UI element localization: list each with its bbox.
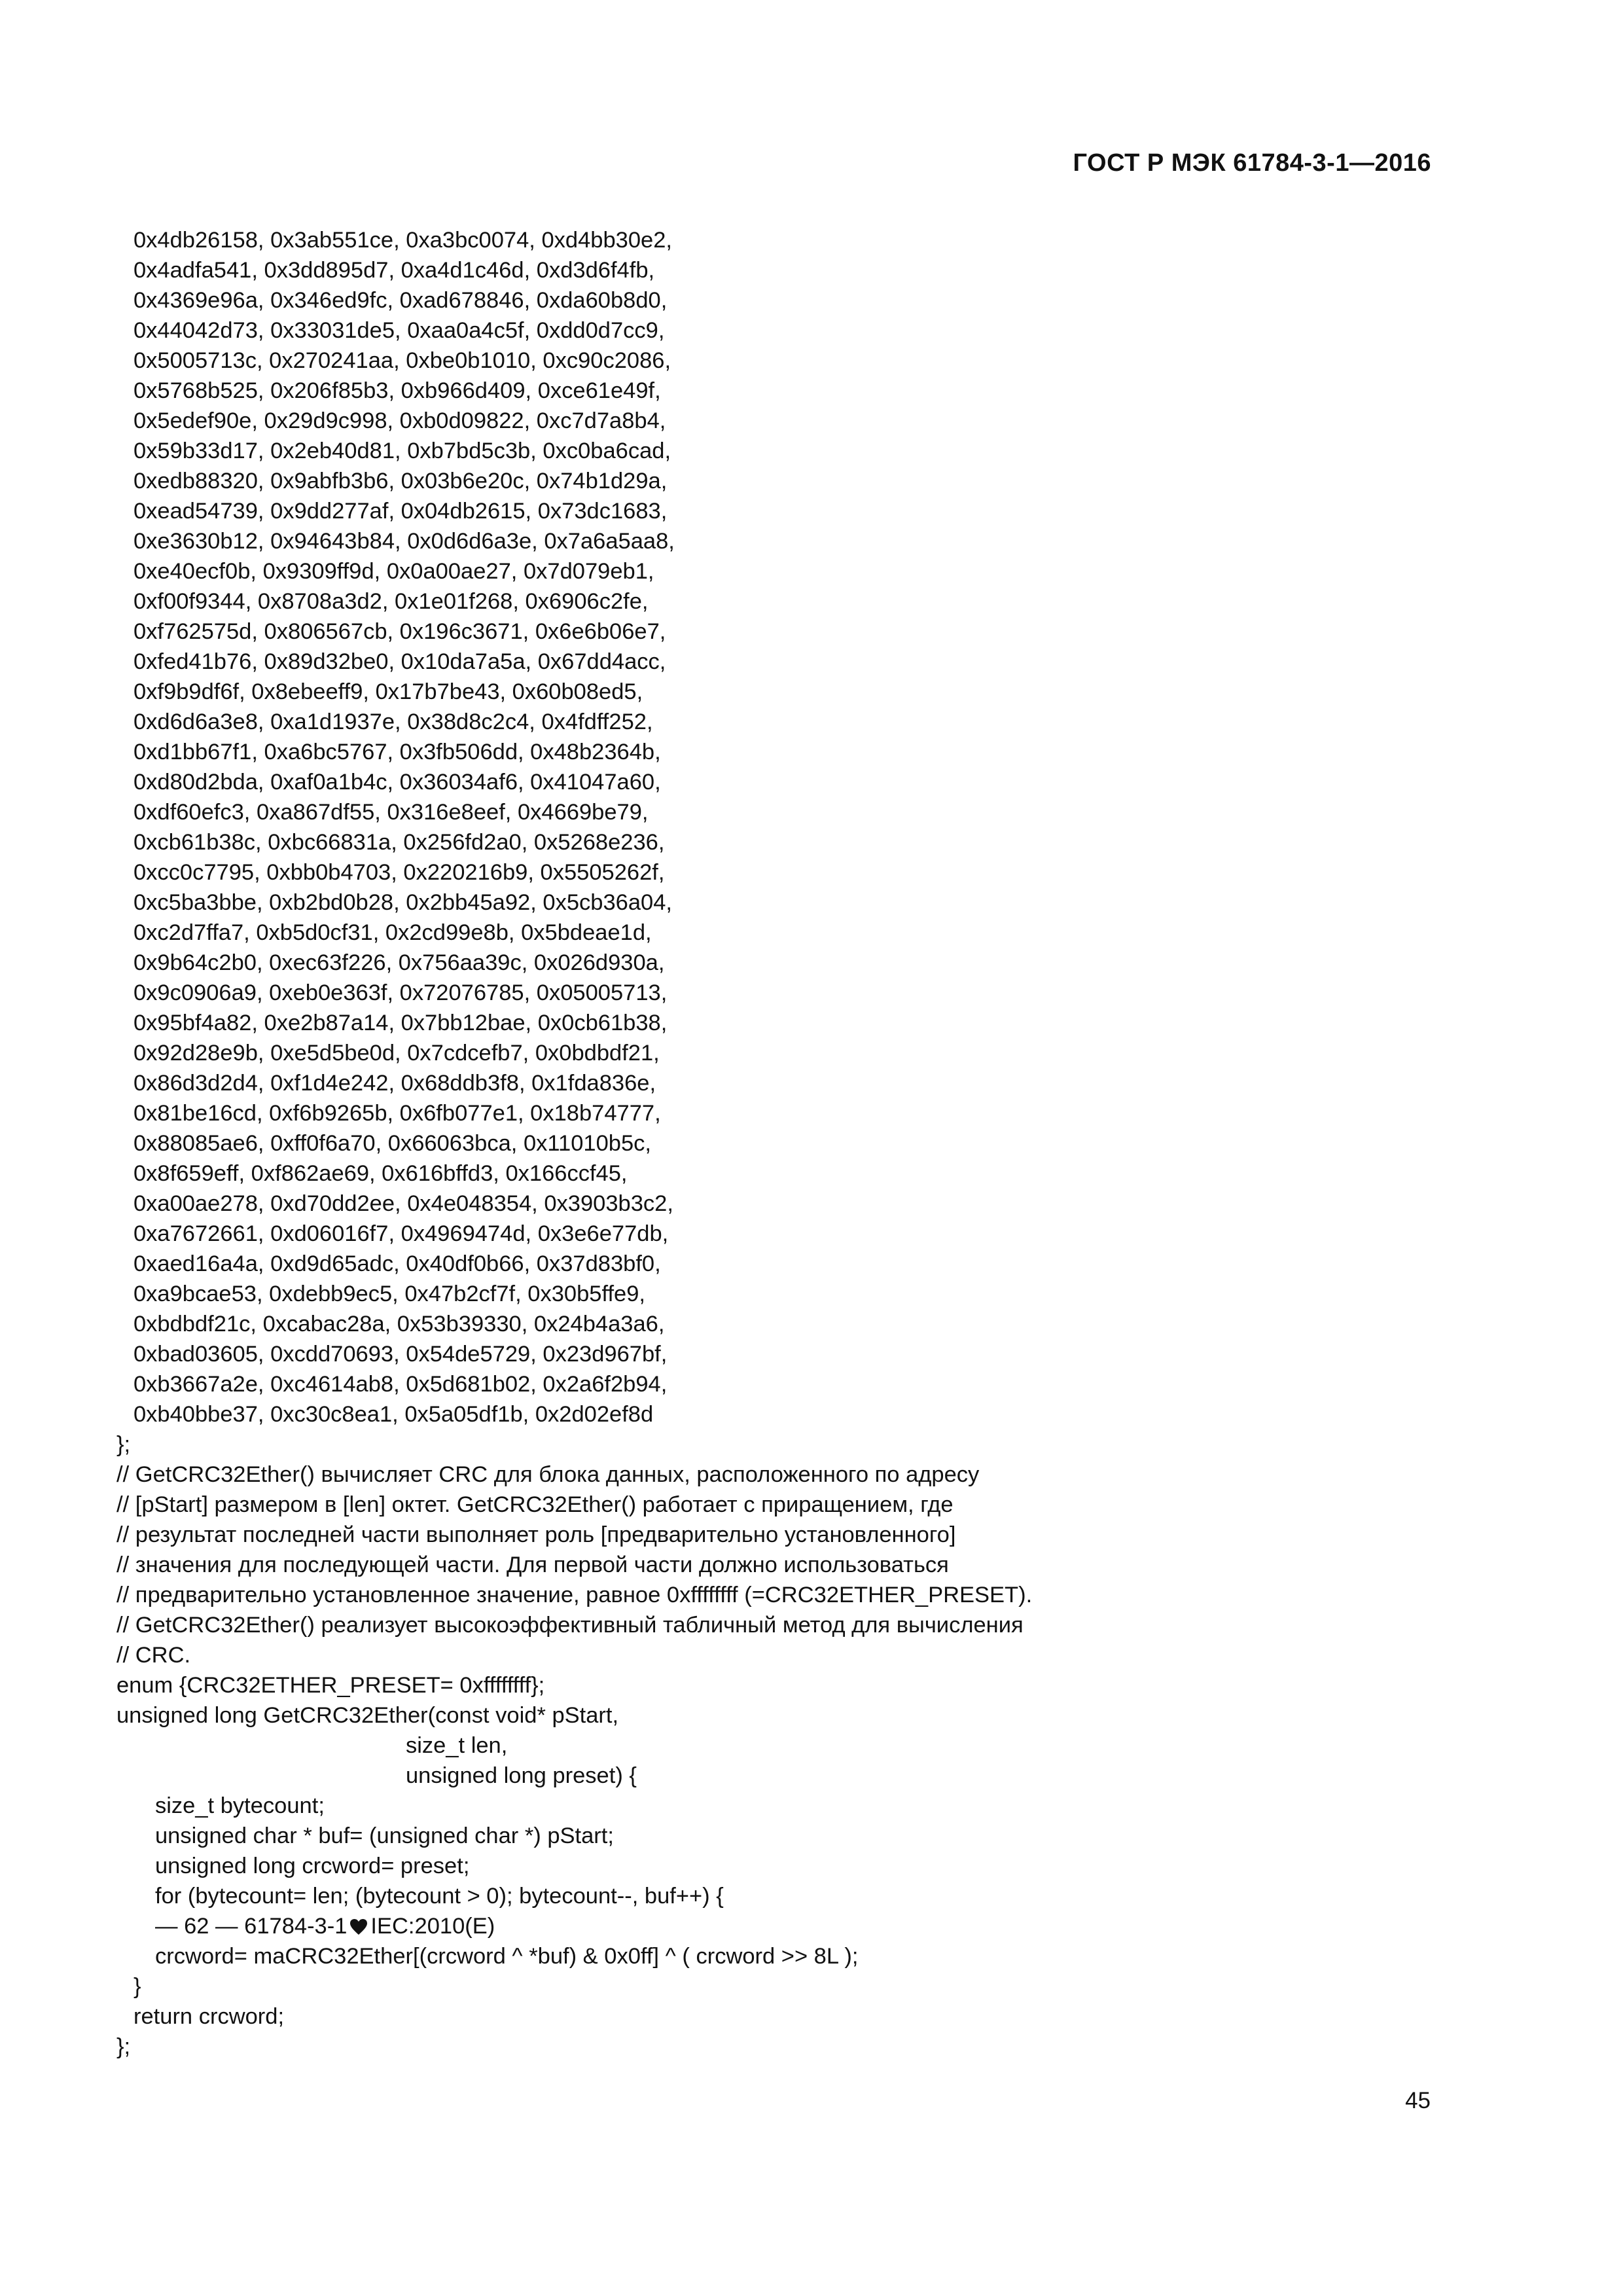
loop-close-brace: } — [134, 1974, 141, 1999]
function-body — [116, 1791, 1425, 1911]
crc-table-line: 0x92d28e9b, 0xe5d5be0d, 0x7cdcefb7, 0x0bdbdf21, — [134, 1041, 660, 1066]
crc-table-line: 0xedb88320, 0x9abfb3b6, 0x03b6e20c, 0x74b1d29a, — [134, 469, 668, 493]
crc-table-line: 0xb40bbe37, 0xc30c8ea1, 0x5a05df1b, 0x2d02ef8d — [134, 1402, 654, 1427]
comment-line: // результат последней части выполняет роль [предварительно установленного] — [116, 1522, 956, 1547]
heart-icon — [349, 1918, 368, 1935]
crc-table-line: 0x4adfa541, 0x3dd895d7, 0xa4d1c46d, 0xd3d6f4fb, — [134, 258, 655, 283]
code-listing — [116, 225, 1425, 2062]
crc-table-line: 0xbad03605, 0xcdd70693, 0x54de5729, 0x23d967bf, — [134, 1342, 668, 1367]
crc-table-line: 0xdf60efc3, 0xa867df55, 0x316e8eef, 0x4669be79, — [134, 800, 649, 825]
loop-body-line: crcword= maCRC32Ether[(crcword ^ *buf) & 0x0ff] ^ ( crcword >> 8L ); — [155, 1944, 859, 1969]
crc-table-line: 0xf00f9344, 0x8708a3d2, 0x1e01f268, 0x6906c2fe, — [134, 589, 649, 614]
crc-table-line: 0xb3667a2e, 0xc4614ab8, 0x5d681b02, 0x2a6f2b94, — [134, 1372, 668, 1397]
crc-table-line: 0xc5ba3bbe, 0xb2bd0b28, 0x2bb45a92, 0x5cb36a04, — [134, 890, 672, 915]
crc-table-line: 0x86d3d2d4, 0xf1d4e242, 0x68ddb3f8, 0x1fda836e, — [134, 1071, 656, 1096]
crc-table-line: 0xcc0c7795, 0xbb0b4703, 0x220216b9, 0x5505262f, — [134, 860, 665, 885]
comment-line: // CRC. — [116, 1643, 191, 1668]
comment-line: // GetCRC32Ether() реализует высокоэффективный табличный метод для вычисления — [116, 1613, 1024, 1638]
return-line: return crcword; — [134, 2004, 285, 2029]
table-close: }; — [116, 1432, 131, 1457]
crc-table-line: 0x8f659eff, 0xf862ae69, 0x616bffd3, 0x166ccf45, — [134, 1161, 628, 1186]
crc-table-line: 0xfed41b76, 0x89d32be0, 0x10da7a5a, 0x67dd4acc, — [134, 649, 666, 674]
crc-table-line: 0xd6d6a3e8, 0xa1d1937e, 0x38d8c2c4, 0x4fdff252, — [134, 709, 653, 734]
crc-table-line: 0xf9b9df6f, 0x8ebeeff9, 0x17b7be43, 0x60b08ed5, — [134, 679, 643, 704]
crc-table-line: 0x88085ae6, 0xff0f6a70, 0x66063bca, 0x11010b5c, — [134, 1131, 651, 1156]
function-parameter-line: unsigned long preset) { — [406, 1763, 637, 1788]
crc-table-line: 0x5edef90e, 0x29d9c998, 0xb0d09822, 0xc7d7a8b4, — [134, 408, 666, 433]
crc-table-line: 0xaed16a4a, 0xd9d65adc, 0x40df0b66, 0x37d83bf0, — [134, 1251, 661, 1276]
code-body-line: unsigned long crcword= preset; — [155, 1854, 470, 1878]
comment-block — [116, 1460, 1425, 1670]
crc-table-line: 0x81be16cd, 0xf6b9265b, 0x6fb077e1, 0x18b74777, — [134, 1101, 661, 1126]
crc-table-line: 0xd80d2bda, 0xaf0a1b4c, 0x36034af6, 0x41047a60, — [134, 770, 661, 795]
crc-table-line: 0xe3630b12, 0x94643b84, 0x0d6d6a3e, 0x7a6a5aa8, — [134, 529, 675, 554]
crc-table-line: 0x95bf4a82, 0xe2b87a14, 0x7bb12bae, 0x0cb61b38, — [134, 1011, 668, 1035]
crc-table-line: 0x4369e96a, 0x346ed9fc, 0xad678846, 0xda60b8d0, — [134, 288, 668, 313]
crc-table-line: 0x5768b525, 0x206f85b3, 0xb966d409, 0xce61e49f, — [134, 378, 661, 403]
crc-table-values — [116, 225, 1425, 1429]
iec-reference-line — [116, 1911, 1425, 1941]
crc-table-line: 0xe40ecf0b, 0x9309ff9d, 0x0a00ae27, 0x7d079eb1, — [134, 559, 654, 584]
standard-header: ГОСТ Р МЭК 61784-3-1—2016 — [1073, 149, 1431, 177]
crc-table-line: 0xa00ae278, 0xd70dd2ee, 0x4e048354, 0x3903b3c2, — [134, 1191, 673, 1216]
enum-line: enum {CRC32ETHER_PRESET= 0xffffffff}; — [116, 1673, 545, 1698]
crc-table-line: 0xf762575d, 0x806567cb, 0x196c3671, 0x6e6b06e7, — [134, 619, 666, 644]
crc-table-line: 0xa7672661, 0xd06016f7, 0x4969474d, 0x3e6e77db, — [134, 1221, 669, 1246]
code-body-line: for (bytecount= len; (bytecount > 0); bytecount--, buf++) { — [155, 1884, 724, 1909]
crc-table-line: 0x9c0906a9, 0xeb0e363f, 0x72076785, 0x05005713, — [134, 980, 668, 1005]
code-body-line: unsigned char * buf= (unsigned char *) pStart; — [155, 1823, 614, 1848]
iec-reference-prefix: — 62 — 61784-3-1 — [155, 1914, 348, 1939]
crc-table-line: 0x9b64c2b0, 0xec63f226, 0x756aa39c, 0x026d930a, — [134, 950, 665, 975]
comment-line: // предварительно установленное значение, равное 0xffffffff (=CRC32ETHER_PRESET). — [116, 1583, 1033, 1607]
function-signature-line: unsigned long GetCRC32Ether(const void* pStart, — [116, 1703, 619, 1728]
function-parameter-line: size_t len, — [406, 1733, 508, 1758]
crc-table-line: 0x4db26158, 0x3ab551ce, 0xa3bc0074, 0xd4bb30e2, — [134, 228, 672, 253]
comment-line: // значения для последующей части. Для первой части должно использоваться — [116, 1552, 949, 1577]
crc-table-line: 0xc2d7ffa7, 0xb5d0cf31, 0x2cd99e8b, 0x5bdeae1d, — [134, 920, 652, 945]
code-body-line: size_t bytecount; — [155, 1793, 325, 1818]
crc-table-line: 0xd1bb67f1, 0xa6bc5767, 0x3fb506dd, 0x48b2364b, — [134, 740, 661, 764]
comment-line: // [pStart] размером в [len] октет. GetCRC32Ether() работает с приращением, где — [116, 1492, 954, 1517]
crc-table-line: 0xcb61b38c, 0xbc66831a, 0x256fd2a0, 0x5268e236, — [134, 830, 665, 855]
crc-table-line: 0xa9bcae53, 0xdebb9ec5, 0x47b2cf7f, 0x30b5ffe9, — [134, 1282, 645, 1306]
comment-line: // GetCRC32Ether() вычисляет CRC для блока данных, расположенного по адресу — [116, 1462, 980, 1487]
page-number: 45 — [1405, 2088, 1431, 2113]
crc-table-line: 0x5005713c, 0x270241aa, 0xbe0b1010, 0xc90c2086, — [134, 348, 671, 373]
function-end-line: }; — [116, 2034, 131, 2059]
crc-table-line: 0xead54739, 0x9dd277af, 0x04db2615, 0x73dc1683, — [134, 499, 668, 524]
crc-table-line: 0x59b33d17, 0x2eb40d81, 0xb7bd5c3b, 0xc0ba6cad, — [134, 439, 671, 463]
crc-table-line: 0x44042d73, 0x33031de5, 0xaa0a4c5f, 0xdd0d7cc9, — [134, 318, 665, 343]
crc-table-line: 0xbdbdf21c, 0xcabac28a, 0x53b39330, 0x24b4a3a6, — [134, 1312, 665, 1336]
iec-reference-suffix: IEC:2010(E) — [370, 1914, 495, 1939]
